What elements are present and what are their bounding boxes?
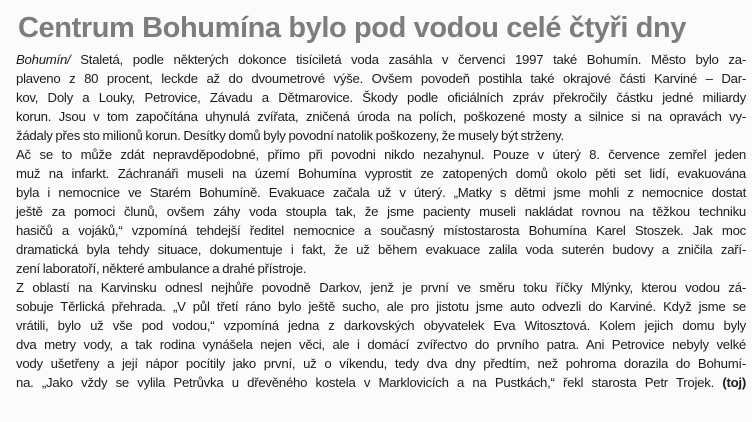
text-line: hasičů a vojáků,“ vzpomíná tehdejší ředitel nemocnice a současný místostarosta Bohumína Karel Stoszek. Jak moc: [16, 223, 746, 238]
text-line: dva metry vody, a tak rodina vynášela nejen věci, ale i domácí zvířectvo do prvního patra. Ani Petrovice nebyly velké: [16, 337, 746, 352]
dateline-place: Bohumín/: [16, 52, 71, 67]
text-line: muž na infarkt. Záchranáři museli na území Bohumína vyprostit ze zatopených domů okolo pěti set lidí, evakuována: [16, 166, 746, 181]
text-line: Ač se to může zdát nepravděpodobné, přímo při povodni nikdo nezahynul. Pouze v úterý 8. července zemřel jeden: [16, 147, 746, 162]
text-line: dramatická byla tehdy situace, dokumentuje i fakt, že už během evakuace zalila voda suterén budovy a zničila zaří-: [16, 242, 746, 257]
text-line: plaveno z 80 procent, leckde až do dvoumetrové výše. Ovšem povodeň postihla také okrajové části Karviné – Dar-: [16, 71, 746, 86]
text-line-content: Staletá, podle některých dokonce tisíciletá voda zasáhla v červenci 1997 také Bohumín. Město bylo za-: [70, 52, 746, 67]
text-line: Z oblastí na Karvinsku odnesl nejhůře povodně Darkov, jenž je první ve směru toku říčky Mlýnky, kterou vodou zá-: [16, 280, 746, 295]
text-line: byla i nemocnice ve Starém Bohumíně. Evakuace začala už v úterý. „Matky s dětmi jsme mohli z nemocnice dostat: [16, 185, 746, 200]
author-signature: (toj): [722, 375, 746, 390]
text-line: zení laboratoří, některé ambulance a drahé přístroje.: [16, 261, 307, 276]
text-line: [16, 50, 746, 69]
text-line: kov, Doly a Louky, Petrovice, Závadu a Dětmarovice. Škody podle oficiálních zpráv překročily částku jedné miliardy: [16, 90, 746, 105]
article-headline: Centrum Bohumína bylo pod vodou celé čtyři dny: [18, 12, 686, 44]
text-line: sobuje Těrlická přehrada. „V půl třetí ráno bylo ještě sucho, ale pro jistotu jsme auto odvezli do Karviné. Když jsme se: [16, 299, 746, 314]
text-line-final: [16, 373, 746, 392]
text-line: ještě za pomoci člunů, ovšem záhy voda stoupla tak, že jsme pacienty museli nakládat rovnou na těžkou techniku: [16, 204, 746, 219]
text-line: vody ušetřeny a její nápor pocítily jako první, už o víkendu, tedy dva dny předtím, než pohroma dorazila do Bohumí-: [16, 356, 746, 371]
text-line: žádaly přes sto milionů korun. Desítky domů byly povodní natolik poškozeny, že musely být strženy.: [16, 128, 564, 143]
text-line: vrátili, bylo už vše pod vodou,“ vzpomíná jedna z darkovských obyvatelek Eva Witosztová. Kolem jejich domu byly: [16, 318, 746, 333]
article-body: [16, 50, 746, 392]
text-line-content: na. „Jako vždy se vylila Petrůvka u dřevěného kostela v Marklovicích a na Pustkách,“ řekl starosta Petr Trojek.: [16, 375, 715, 390]
text-line: korun. Jsou v tom započítána uhynulá zvířata, zničená úroda na polích, poškozené mosty a silnice si na opravách vy-: [16, 109, 746, 124]
